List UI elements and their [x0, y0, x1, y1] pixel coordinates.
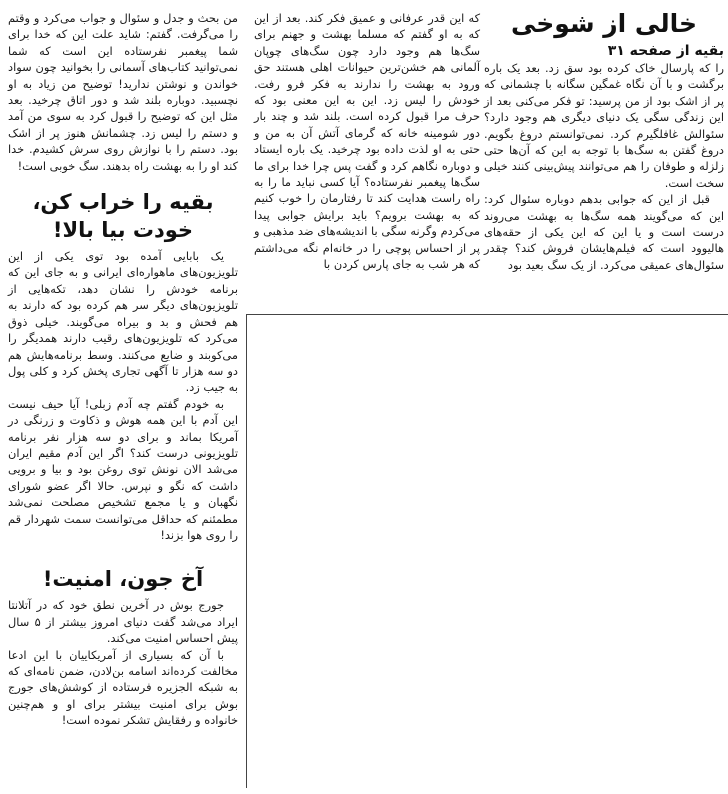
article-paragraph: یک بابایی آمده بود توی یکی از این تلویزیون‌های ماهواره‌ای ایرانی و به جای این که برنامه خودش را نشان دهد، تکه‌هایی از تلویزیون‌های دیگر سر هم کرده بود که دارند به هم فحش و بد و بیراه می‌گویند. خیلی ذوق می‌کرد که تلویزیون‌های رقیب دارند همدیگر را می‌کوبند و ضایع می‌کنند. وسط برنامه‌هایش هم دو سه هزار تا آگهی تجاری پخش کرد و کلی پول به جیب زد.: [8, 249, 238, 395]
article-paragraph: که این قدر عرفانی و عمیق فکر کند. بعد از این که به او گفتم که مسلما بهشت و جهنم برای سگ‌ها هم وجود دارد چون سگ‌های چوپان آلمانی هم خشن‌ترین حیوانات اهلی هستند حق ورود به بهشت را ندارند به فکر فرو رفت. خودش را لیس زد. این به این معنی بود که حرف مرا قبول کرده است. بلند شد و چند بار دور شومینه خانه که گرمای آتش آن به من و حتی به او لذت داده بود چرخید. یک باره ایستاد و دوباره نگاهم کرد و گفت پس چرا خدا برای ما سگ‌ها پیغمبر نفرستاده؟ آیا کسی نباید ما را به راه راست هدایت کند تا رفتارمان را خوب کنیم که به بهشت برویم؟ باید برایش جوابی پیدا می‌کردم وگرنه سگی با اندیشه‌های ضد مذهبی و پر از احساس پوچی را در خانه‌ام نگه می‌داشتم که هر شب به جای پارس کردن با: [254, 11, 480, 272]
middle-column: [254, 10, 480, 273]
article-paragraph: با آن که بسیاری از آمریکاییان با این ادعا مخالفت کرده‌اند اسامه بن‌لادن، ضمن نامه‌ای که به شبکه الجزیره فرستاده از کوشش‌های جورج بوش برای امنیت بیشتر برای او و هم‌چنین خانواده و رفقایش تشکر نموده است!: [8, 647, 238, 728]
headline-line-2: خودت بیا بالا!: [52, 218, 194, 243]
right-column: [484, 8, 724, 273]
horizontal-divider: [246, 314, 728, 315]
vertical-divider: [246, 314, 247, 788]
headline-line-1: بقیه را خراب کن،: [32, 190, 214, 215]
article-security: [8, 565, 238, 728]
article-headline: [8, 188, 238, 244]
article-paragraph: به خودم گفتم چه آدم زبلی! آیا حیف نیست این آدم با این همه هوش و ذکاوت و زرنگی در آمریکا بماند و برای دو سه هزار نفر برنامه تلویزیونی درست کند؟ اگر این آدم مقیم ایران می‌شد الان نونش توی روغن بود و بیا و برویی داشت که نگو و نپرس. حالا اگر عضو شورای نگهبان و یا مجمع تشخیص مصلحت نمی‌شد مطمئنم که حداقل می‌توانست سمت شهردار قم را روی هوا بزند!: [8, 396, 238, 542]
article-title: خالی از شوخی: [510, 9, 698, 38]
article-paragraph: جورج بوش در آخرین نطق خود که در آتلانتا ایراد می‌شد گفت دنیای امروز بیشتر از ۵ سال پیش احساس امنیت می‌کند.: [8, 598, 238, 646]
article-paragraph: قبل از این که جوابی بدهم دوباره سئوال کرد: این که می‌گویند همه سگ‌ها به بهشت می‌روند درست است و یا این که این یکی از حقه‌های هالیوود است که فیلم‌هایشان فروش کند؟ چقدر سئوال‌های عمیقی می‌کرد. از یک سگ بعید بود: [484, 192, 724, 272]
article-paragraph: را که پارسال خاک کرده بود سق زد. بعد یک باره برگشت و با آن نگاه غمگین سگانه با چشمانی که پر از اشک بود از من پرسید: تو فکر می‌کنی بعد از این زندگی سگی یک دنیای دیگری هم وجود دارد؟ سئوالش غافلگیرم کرد. نمی‌توانستم دروغ بگویم. دروغ گفتن به سگ‌ها با توجه به این که آن‌ها حتی زلزله و طوفان را هم می‌توانند پیش‌بینی کنند خیلی سخت است.: [484, 61, 724, 190]
article-ruin-others: [8, 188, 238, 543]
left-column: [8, 10, 238, 729]
article-continuation: من بحث و جدل و سئوال و جواب می‌کرد و وقتم را می‌گرفت. گفتم: شاید علت این که خدا برای شما پیغمبر نفرستاده این است که شما نمی‌توانید کتاب‌های آسمانی را بخوانید چون سواد خواندن و نوشتن ندارید! توضیح من زیاد به او نچسبید. دوباره بلند شد و دور اتاق چرخید. بعد مثل این که توضیح را قبول کرد به سوی من آمد و دستم را لیس زد. چشمانش هنوز پر از اشک بود. دستم را با نوازش روی سرش کشیدم. خدا کند او را به بهشت راه بدهند. سگ خوبی است!: [8, 11, 238, 173]
continued-from-label: بقیه از صفحه ۳۱: [607, 43, 724, 59]
article-headline: آخ جون، امنیت!: [42, 567, 204, 592]
